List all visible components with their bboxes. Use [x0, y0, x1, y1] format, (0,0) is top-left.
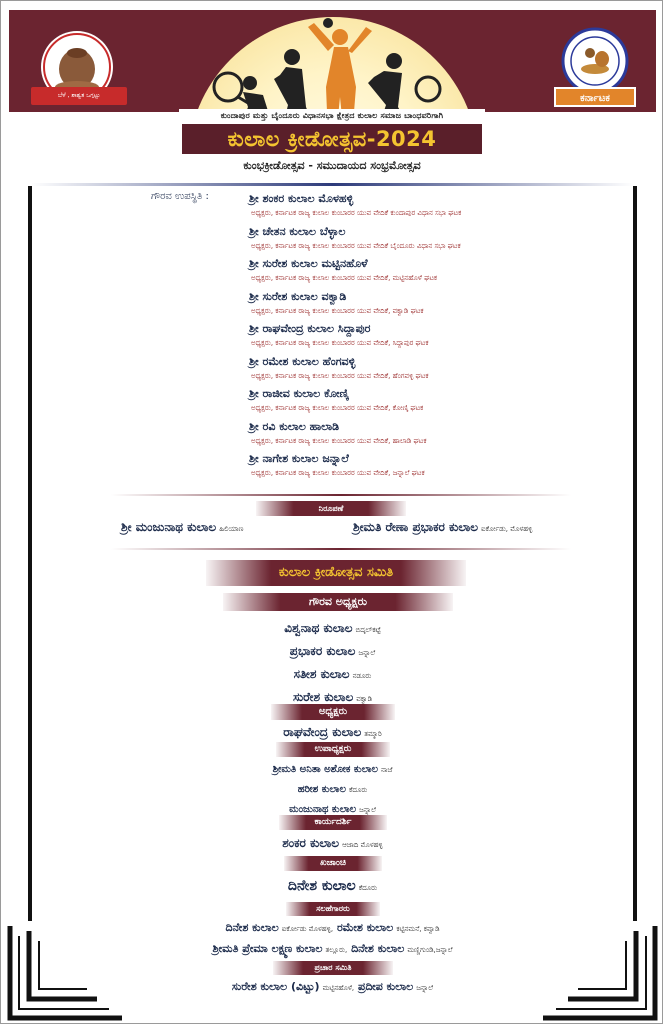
anchor-right: [353, 520, 532, 535]
member-name: ಶಂಕರ ಕುಲಾಲ: [282, 836, 340, 850]
karnataka-badge: ಕರ್ನಾಟಕ: [554, 87, 636, 107]
treasurer-label: ಖಜಾಂಚಿ: [284, 856, 382, 871]
guest-item: [249, 289, 579, 322]
member-name: ಸುರೇಶ ಕುಲಾಲ (ವಿಟ್ಟು): [231, 980, 320, 993]
guest-item: [249, 419, 579, 452]
member-name: ರಾಘವೇಂದ್ರ ಕುಲಾಲ: [283, 725, 362, 739]
guest-desc: ಅಧ್ಯಕ್ಷರು, ಕರ್ನಾಟಕ ರಾಜ್ಯ ಕುಲಾಲ ಕುಂಬಾರರ ಯುವ ವೇದಿಕೆ, ಮಟ್ಟಿನಹೊಳೆ ಘಟಕ: [251, 274, 438, 282]
secretary-label: ಕಾರ್ಯದರ್ಶಿ: [279, 815, 387, 830]
guest-name: ಶ್ರೀ ಚೇತನ ಕುಲಾಲ ಬೆಳ್ಳಾಲ: [249, 224, 346, 238]
anchoring-label: ನಿರೂಪಣೆ: [256, 501, 406, 516]
guest-item: [249, 451, 579, 484]
vp-list: [1, 760, 663, 820]
member-place: ಕೆದೂರು: [348, 786, 368, 794]
member-place: ವಕ್ವಾಡಿ: [356, 695, 372, 703]
president-item: [1, 722, 663, 744]
guest-name: ಶ್ರೀ ರಾಜೀವ ಕುಲಾಲ ಕೋಣ್ಕಿ: [249, 387, 349, 400]
guest-name: ಶ್ರೀ ನಾಗೇಶ ಕುಲಾಲ ಜನ್ನಾಲೆ: [249, 452, 349, 465]
anchor-left: [121, 520, 243, 535]
member-place: ಐರ್ಕೋಡು ಮೊಳಹಳ್ಳಿ,: [281, 925, 334, 933]
vp-item: [1, 760, 663, 780]
anchor-left-name: ಶ್ರೀ ಮಂಜುನಾಥ ಕುಲಾಲ: [121, 520, 217, 534]
vp-label: ಉಪಾಧ್ಯಕ್ಷರು: [276, 742, 390, 757]
member-name: ಮಂಜುನಾಥ ಕುಲಾಲ: [289, 804, 357, 815]
secretary: [1, 833, 663, 855]
guest-item: [249, 386, 579, 419]
guest-desc: ಅಧ್ಯಕ್ಷರು, ಕರ್ನಾಟಕ ರಾಜ್ಯ ಕುಲಾಲ ಕುಂಬಾರರ ಯುವ ವೇದಿಕೆ, ಹೆಂಗವಳ್ಳಿ ಘಟಕ: [251, 371, 429, 380]
member-place: ಜನ್ನಾಲೆ: [416, 984, 434, 992]
guest-name: ಶ್ರೀ ರವಿ ಕುಲಾಲ ಹಾಲಾಡಿ: [249, 419, 340, 433]
anchor-right-place: ಐರ್ಕೋಡು, ಮೊಳಹಳ್ಳಿ: [481, 525, 533, 533]
guest-name: ಶ್ರೀ ರಾಘವೇಂದ್ರ ಕುಲಾಲ ಸಿದ್ದಾಪುರ: [249, 322, 371, 335]
member-name: ದಿನೇಶ ಕುಲಾಲ: [225, 921, 279, 934]
guest-desc: ಅಧ್ಯಕ್ಷರು, ಕರ್ನಾಟಕ ರಾಜ್ಯ ಕುಲಾಲ ಕುಂಬಾರರ ಯುವ ವೇದಿಕೆ, ಹಾಲಾಡಿ ಘಟಕ: [251, 436, 427, 445]
divider-anchor: [111, 548, 571, 550]
guest-desc: ಅಧ್ಯಕ್ಷರು, ಕರ್ನಾಟಕ ರಾಜ್ಯ ಕುಲಾಲ ಕುಂಬಾರರ ಯುವ ವೇದಿಕೆ, ಸಿದ್ದಾಪುರ ಘಟಕ: [251, 339, 429, 347]
member-place: ಜನ್ನಾಲೆ: [358, 649, 376, 657]
logo-left-ribbon: ಬೆಳೆ , ಶಾಶ್ವತ ಒಗ್ಗಟ್ಟು: [31, 87, 127, 105]
member-place: ತಲ್ಲೂರು,: [325, 946, 348, 954]
member-place: ನಡೂರು: [352, 672, 372, 680]
guest-item: [249, 256, 579, 289]
member-name: ಸುರೇಶ ಕುಲಾಲ: [292, 690, 354, 704]
committee-title: ಕುಲಾಲ ಕ್ರೀಡೋತ್ಸವ ಸಮಿತಿ: [206, 560, 466, 586]
guest-name: ಶ್ರೀ ಸುರೇಶ ಕುಲಾಲ ಮಟ್ಟಿನಹೊಳೆ: [249, 257, 368, 270]
member-place: ಆಜಾದಿ ಮೊಳಹಳ್ಳಿ: [342, 841, 383, 849]
anchor-right-name: ಶ್ರೀಮತಿ ರೇಣಾ ಪ್ರಭಾಕರ ಕುಲಾಲ: [353, 520, 479, 534]
main-title: ಕುಲಾಲ ಕ್ರೀಡೋತ್ಸವ-2024: [182, 124, 482, 154]
guest-item: [249, 224, 579, 257]
guest-name: ಶ್ರೀ ಶಂಕರ ಕುಲಾಲ ಮೊಳಹಳ್ಳಿ: [249, 192, 354, 205]
honorary-item: [1, 664, 663, 687]
guest-item: [249, 191, 579, 224]
advisors-label: ಸಲಹೆಗಾರರು: [286, 902, 380, 916]
guest-list: [249, 191, 579, 484]
member-name: ವಿಶ್ವನಾಥ ಕುಲಾಲ: [284, 621, 353, 635]
honorary-item: [1, 618, 663, 641]
member-name: ದಿನೇಶ ಕುಲಾಲ: [287, 878, 356, 894]
anchor-left-place: ಹಿಲಿಯಾಣ: [219, 525, 244, 533]
member-name: ದಿನೇಶ ಕುಲಾಲ: [351, 942, 405, 955]
corner-ornament-right: [538, 921, 658, 1021]
president-label: ಅಧ್ಯಕ್ಷರು: [271, 704, 395, 720]
honorary-label: ಗೌರವ ಅಧ್ಯಕ್ಷರು: [223, 593, 453, 611]
guest-item: [249, 354, 579, 387]
member-name: ಶ್ರೀಮತಿ ಪ್ರೇಮಾ ಲಕ್ಷ್ಮಣ ಕುಲಾಲ: [212, 942, 323, 955]
guest-name: ಶ್ರೀ ರಮೇಶ ಕುಲಾಲ ಹೆಂಗವಳ್ಳಿ: [249, 354, 356, 368]
corner-ornament-left: [7, 921, 127, 1021]
member-place: ಮಣ್ಣಿಗುಂಡಿ,ಜನ್ನಾಲೆ: [407, 946, 453, 954]
divider-mid: [111, 494, 571, 496]
honor-label: ಗೌರವ ಉಪಸ್ಥಿತಿ :: [151, 191, 209, 202]
member-place: ಮಟ್ಟಿನಹೊಳೆ,: [322, 984, 355, 992]
member-name: ಶ್ರೀಮತಿ ಅನಿತಾ ಅಶೋಕ ಕುಲಾಲ: [272, 764, 379, 775]
title-block: [179, 109, 485, 181]
treasurer: [1, 875, 663, 899]
secretary-item: [1, 833, 663, 855]
guest-desc: ಅಧ್ಯಕ್ಷರು, ಕರ್ನಾಟಕ ರಾಜ್ಯ ಕುಲಾಲ ಕುಂಬಾರರ ಯುವ ವೇದಿಕೆ ಬೈಂದೂರು ವಿಧಾನ ಸಭಾ ಘಟಕ: [251, 241, 461, 250]
guest-desc: ಅಧ್ಯಕ್ಷರು, ಕರ್ನಾಟಕ ರಾಜ್ಯ ಕುಲಾಲ ಕುಂಬಾರರ ಯುವ ವೇದಿಕೆ, ಕೋಣ್ಕಿ ಘಟಕ: [251, 404, 424, 412]
member-name: ಹರೀಶ ಕುಲಾಲ: [297, 784, 346, 795]
member-place: ಜನ್ನಾಲೆ: [359, 806, 376, 814]
member-name: ರಮೇಶ ಕುಲಾಲ: [336, 921, 394, 934]
subtitle-bottom: ಕುಂಭಕ್ರೀಡೋತ್ಸವ - ಸಮುದಾಯದ ಸಂಭ್ರಮೋತ್ಸವ: [243, 159, 421, 172]
subtitle-top: ಕುಂದಾಪುರ ಮತ್ತು ಬೈಂದೂರು ವಿಧಾನಸಭಾ ಕ್ಷೇತ್ರದ ಕುಲಾಲ ಸಮಾಜ ಬಾಂಧವರಿಗಾಗಿ: [220, 111, 444, 120]
president: [1, 722, 663, 744]
honorary-item: [1, 641, 663, 664]
member-place: ಕೆದೂರು: [358, 884, 378, 892]
honorary-list: [1, 618, 663, 710]
member-place: ನಾಜೆ: [381, 766, 393, 774]
member-place: ಬಿದ್ಕಲ್‌ಕಟ್ಟೆ: [355, 626, 381, 634]
member-name: ಪ್ರಭಾಕರ ಕುಲಾಲ: [289, 644, 356, 658]
member-place: ಕಟ್ಟಿನಮನೆ, ಕವ್ವಾಡಿ: [396, 925, 440, 933]
member-place: ತಮ್ಮಾರಿ: [364, 730, 382, 738]
guest-desc: ಅಧ್ಯಕ್ಷರು, ಕರ್ನಾಟಕ ರಾಜ್ಯ ಕುಲಾಲ ಕುಂಬಾರರ ಯುವ ವೇದಿಕೆ, ಜನ್ನಾಲೆ ಘಟಕ: [251, 469, 425, 477]
guest-desc: ಅಧ್ಯಕ್ಷರು, ಕರ್ನಾಟಕ ರಾಜ್ಯ ಕುಲಾಲ ಕುಂಬಾರರ ಯುವ ವೇದಿಕೆ ಕುಂದಾಪುರ ವಿಧಾನ ಸಭಾ ಘಟಕ: [251, 209, 462, 217]
member-name: ಸತೀಶ ಕುಲಾಲ: [293, 667, 350, 681]
divider-top: [31, 183, 634, 186]
guest-item: [249, 321, 579, 354]
publicity-label: ಪ್ರಚಾರ ಸಮಿತಿ: [273, 961, 393, 975]
guest-desc: ಅಧ್ಯಕ್ಷರು, ಕರ್ನಾಟಕ ರಾಜ್ಯ ಕುಲಾಲ ಕುಂಬಾರರ ಯುವ ವೇದಿಕೆ, ವಕ್ವಾಡಿ ಘಟಕ: [251, 306, 424, 315]
member-name: ಪ್ರದೀಪ ಕುಲಾಲ: [357, 980, 414, 993]
guest-name: ಶ್ರೀ ಸುರೇಶ ಕುಲಾಲ ವಕ್ವಾಡಿ: [249, 289, 347, 303]
treasurer-item: [1, 875, 663, 899]
vp-item: [1, 780, 663, 800]
